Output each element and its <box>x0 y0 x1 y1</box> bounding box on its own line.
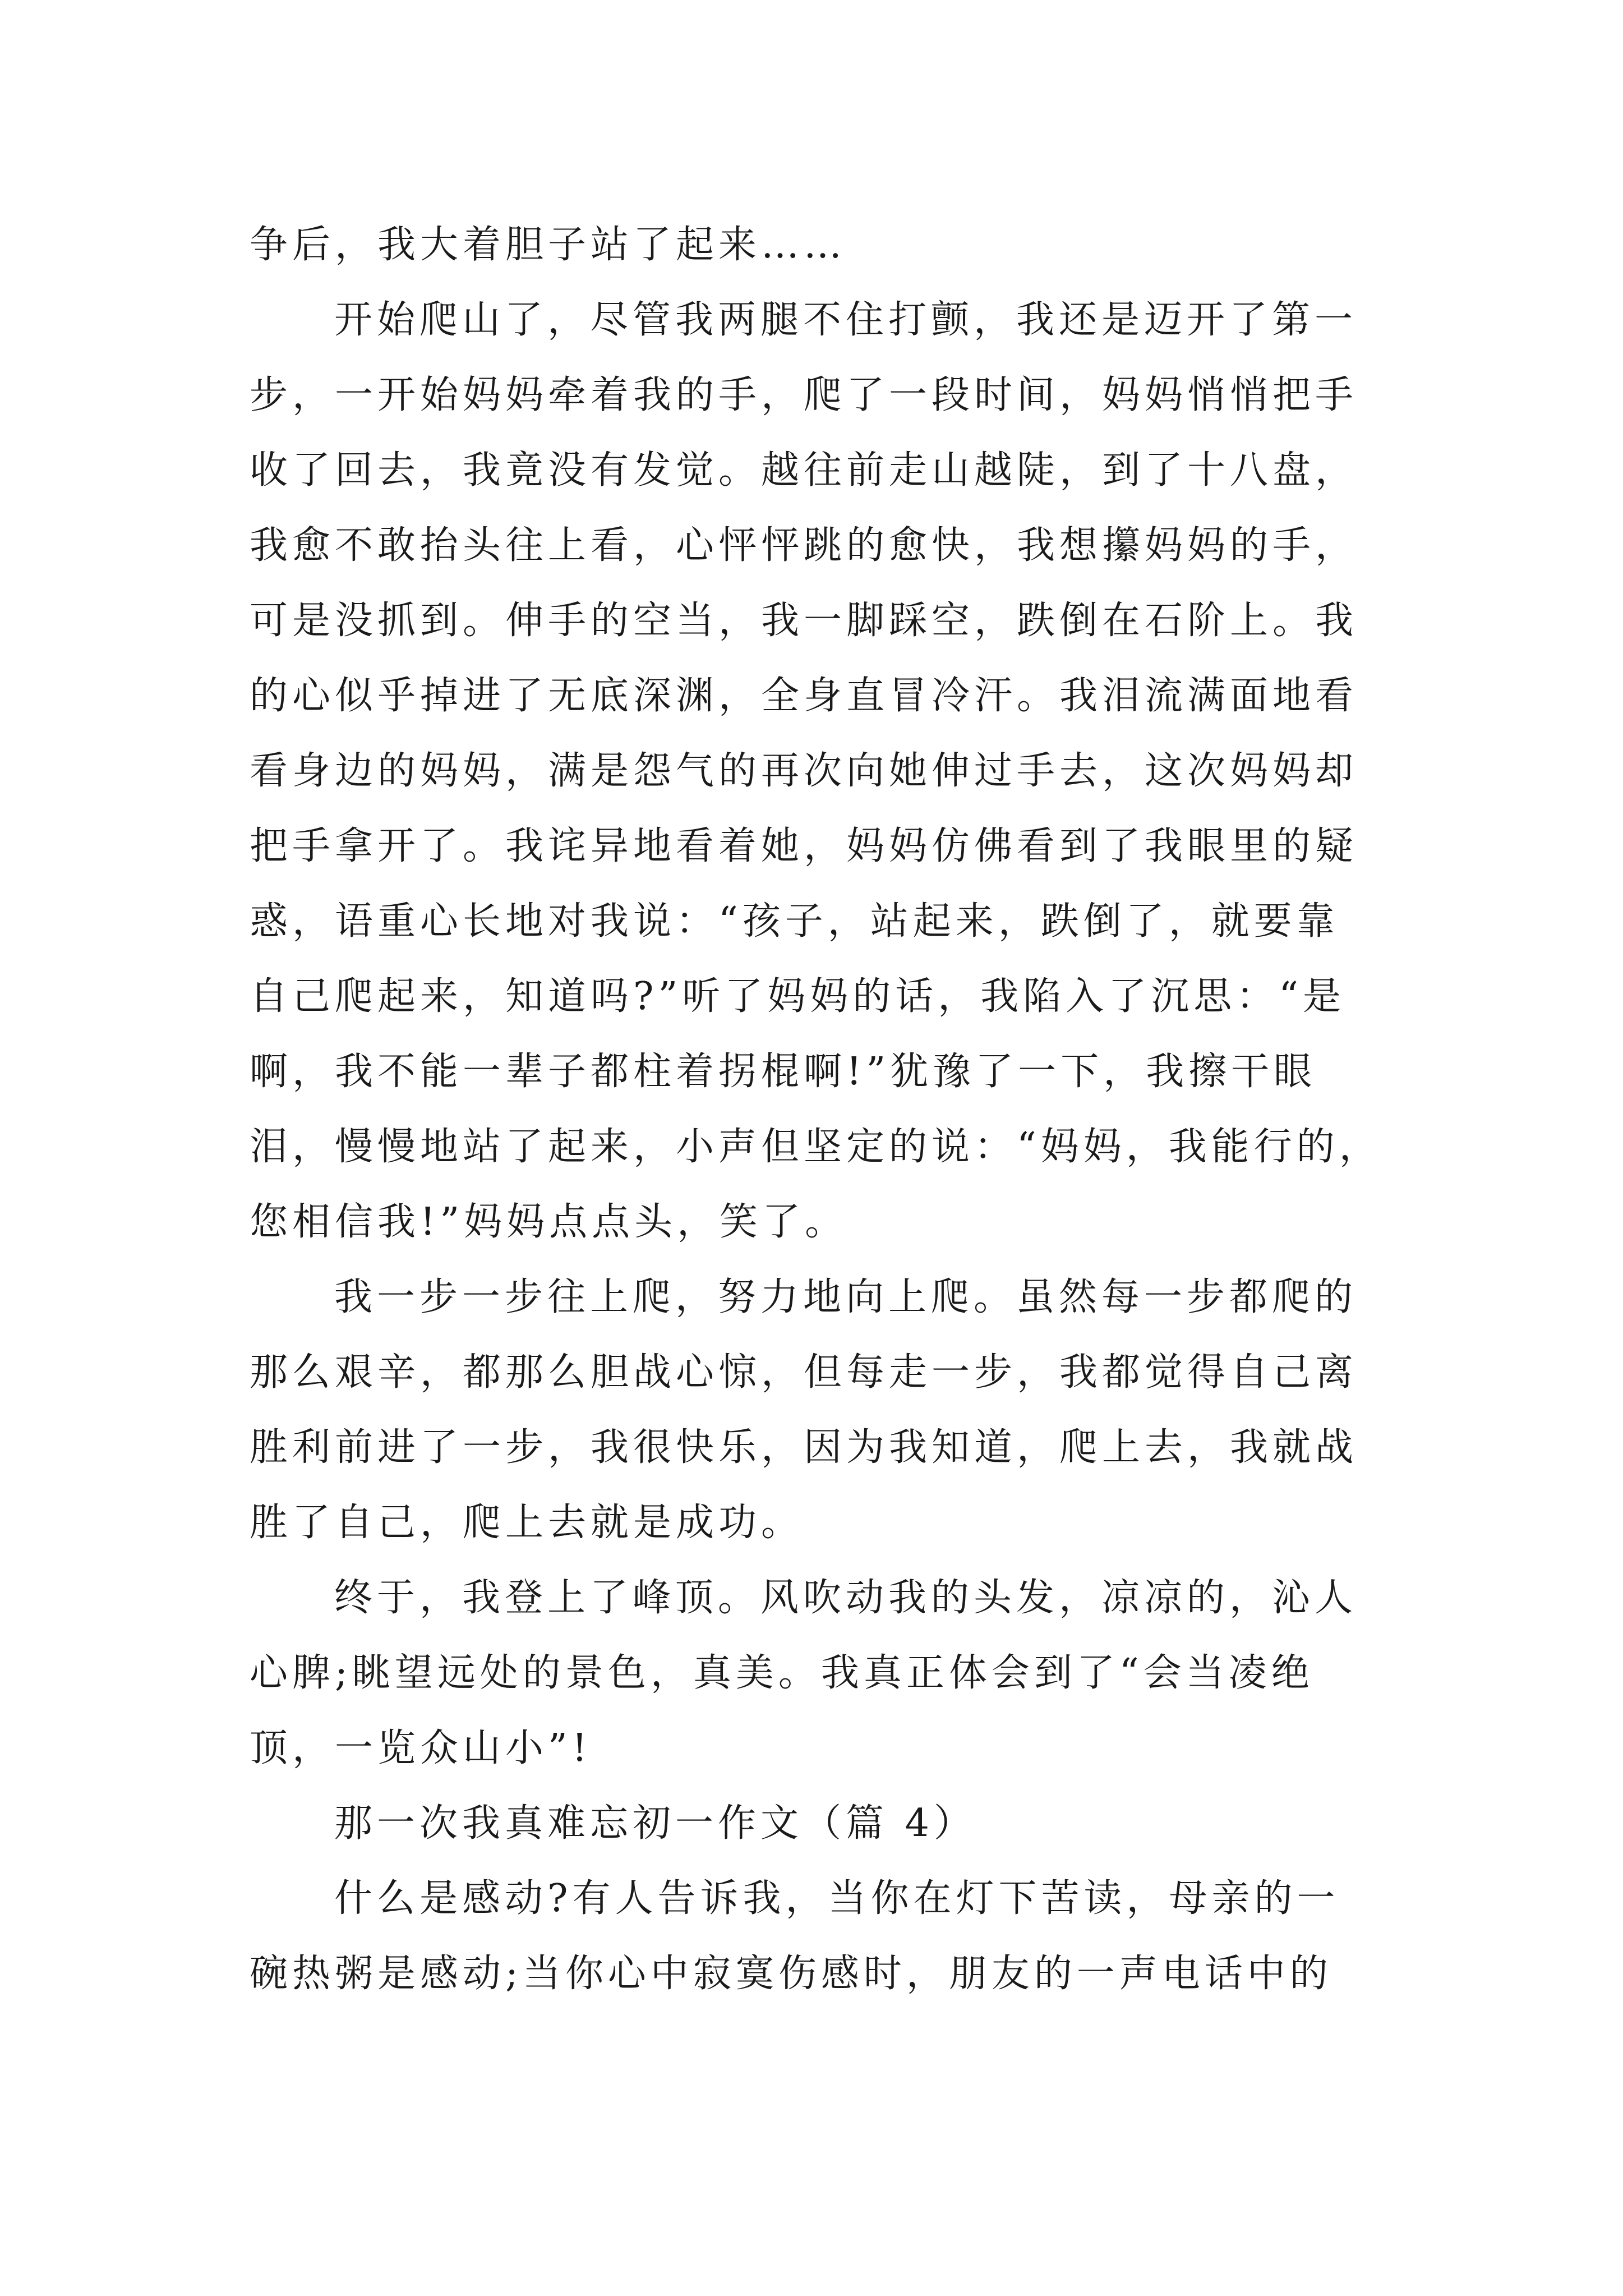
text-line: 胜利前进了一步，我很快乐，因为我知道，爬上去，我就战 <box>250 1425 1358 1470</box>
text-line: 您相信我!”妈妈点点头，笑了。 <box>250 1200 848 1244</box>
text-line: 我愈不敢抬头往上看，心怦怦跳的愈快，我想攥妈妈的手， <box>250 523 1358 568</box>
text-line: 自己爬起来，知道吗?”听了妈妈的话，我陷入了沉思：“是 <box>250 974 1345 1019</box>
paragraph-start-line: 开始爬山了，尽管我两腿不住打颤，我还是迈开了第一 <box>334 298 1358 342</box>
text-line: 看身边的妈妈，满是怨气的再次向她伸过手去，这次妈妈却 <box>250 749 1358 793</box>
text-line: 泪，慢慢地站了起来，小声但坚定的说：“妈妈，我能行的， <box>250 1125 1382 1169</box>
paragraph-start-line: 什么是感动?有人告诉我，当你在灯下苦读，母亲的一 <box>334 1876 1340 1921</box>
text-line: 那么艰辛，都那么胆战心惊，但每走一步，我都觉得自己离 <box>250 1350 1358 1395</box>
text-line: 顶，一览众山小”! <box>250 1726 592 1770</box>
text-line: 收了回去，我竟没有发觉。越往前走山越陡，到了十八盘， <box>250 448 1358 493</box>
text-line: 可是没抓到。伸手的空当，我一脚踩空，跌倒在石阶上。我 <box>250 599 1358 643</box>
text-line: 惑，语重心长地对我说：“孩子，站起来，跌倒了，就要靠 <box>250 899 1339 944</box>
paragraph-start-line: 我一步一步往上爬，努力地向上爬。虽然每一步都爬的 <box>334 1275 1358 1319</box>
text-line: 心脾;眺望远处的景色，真美。我真正体会到了“会当凌绝 <box>250 1651 1314 1695</box>
text-line: 啊，我不能一辈子都柱着拐棍啊!”犹豫了一下，我擦干眼 <box>250 1050 1317 1094</box>
text-line: 的心似乎掉进了无底深渊，全身直冒冷汗。我泪流满面地看 <box>250 674 1358 718</box>
section-heading: 那一次我真难忘初一作文（篇 4） <box>334 1801 976 1846</box>
text-line: 胜了自己，爬上去就是成功。 <box>250 1501 804 1545</box>
text-line: 碗热粥是感动;当你心中寂寞伤感时，朋友的一声电话中的 <box>250 1952 1332 1996</box>
text-line: 把手拿开了。我诧异地看着她，妈妈仿佛看到了我眼里的疑 <box>250 824 1358 868</box>
paragraph-start-line: 终于，我登上了峰顶。风吹动我的头发，凉凉的，沁人 <box>334 1576 1358 1620</box>
text-line: 争后，我大着胆子站了起来…… <box>250 223 847 267</box>
text-line: 步，一开始妈妈牵着我的手，爬了一段时间，妈妈悄悄把手 <box>250 373 1358 417</box>
